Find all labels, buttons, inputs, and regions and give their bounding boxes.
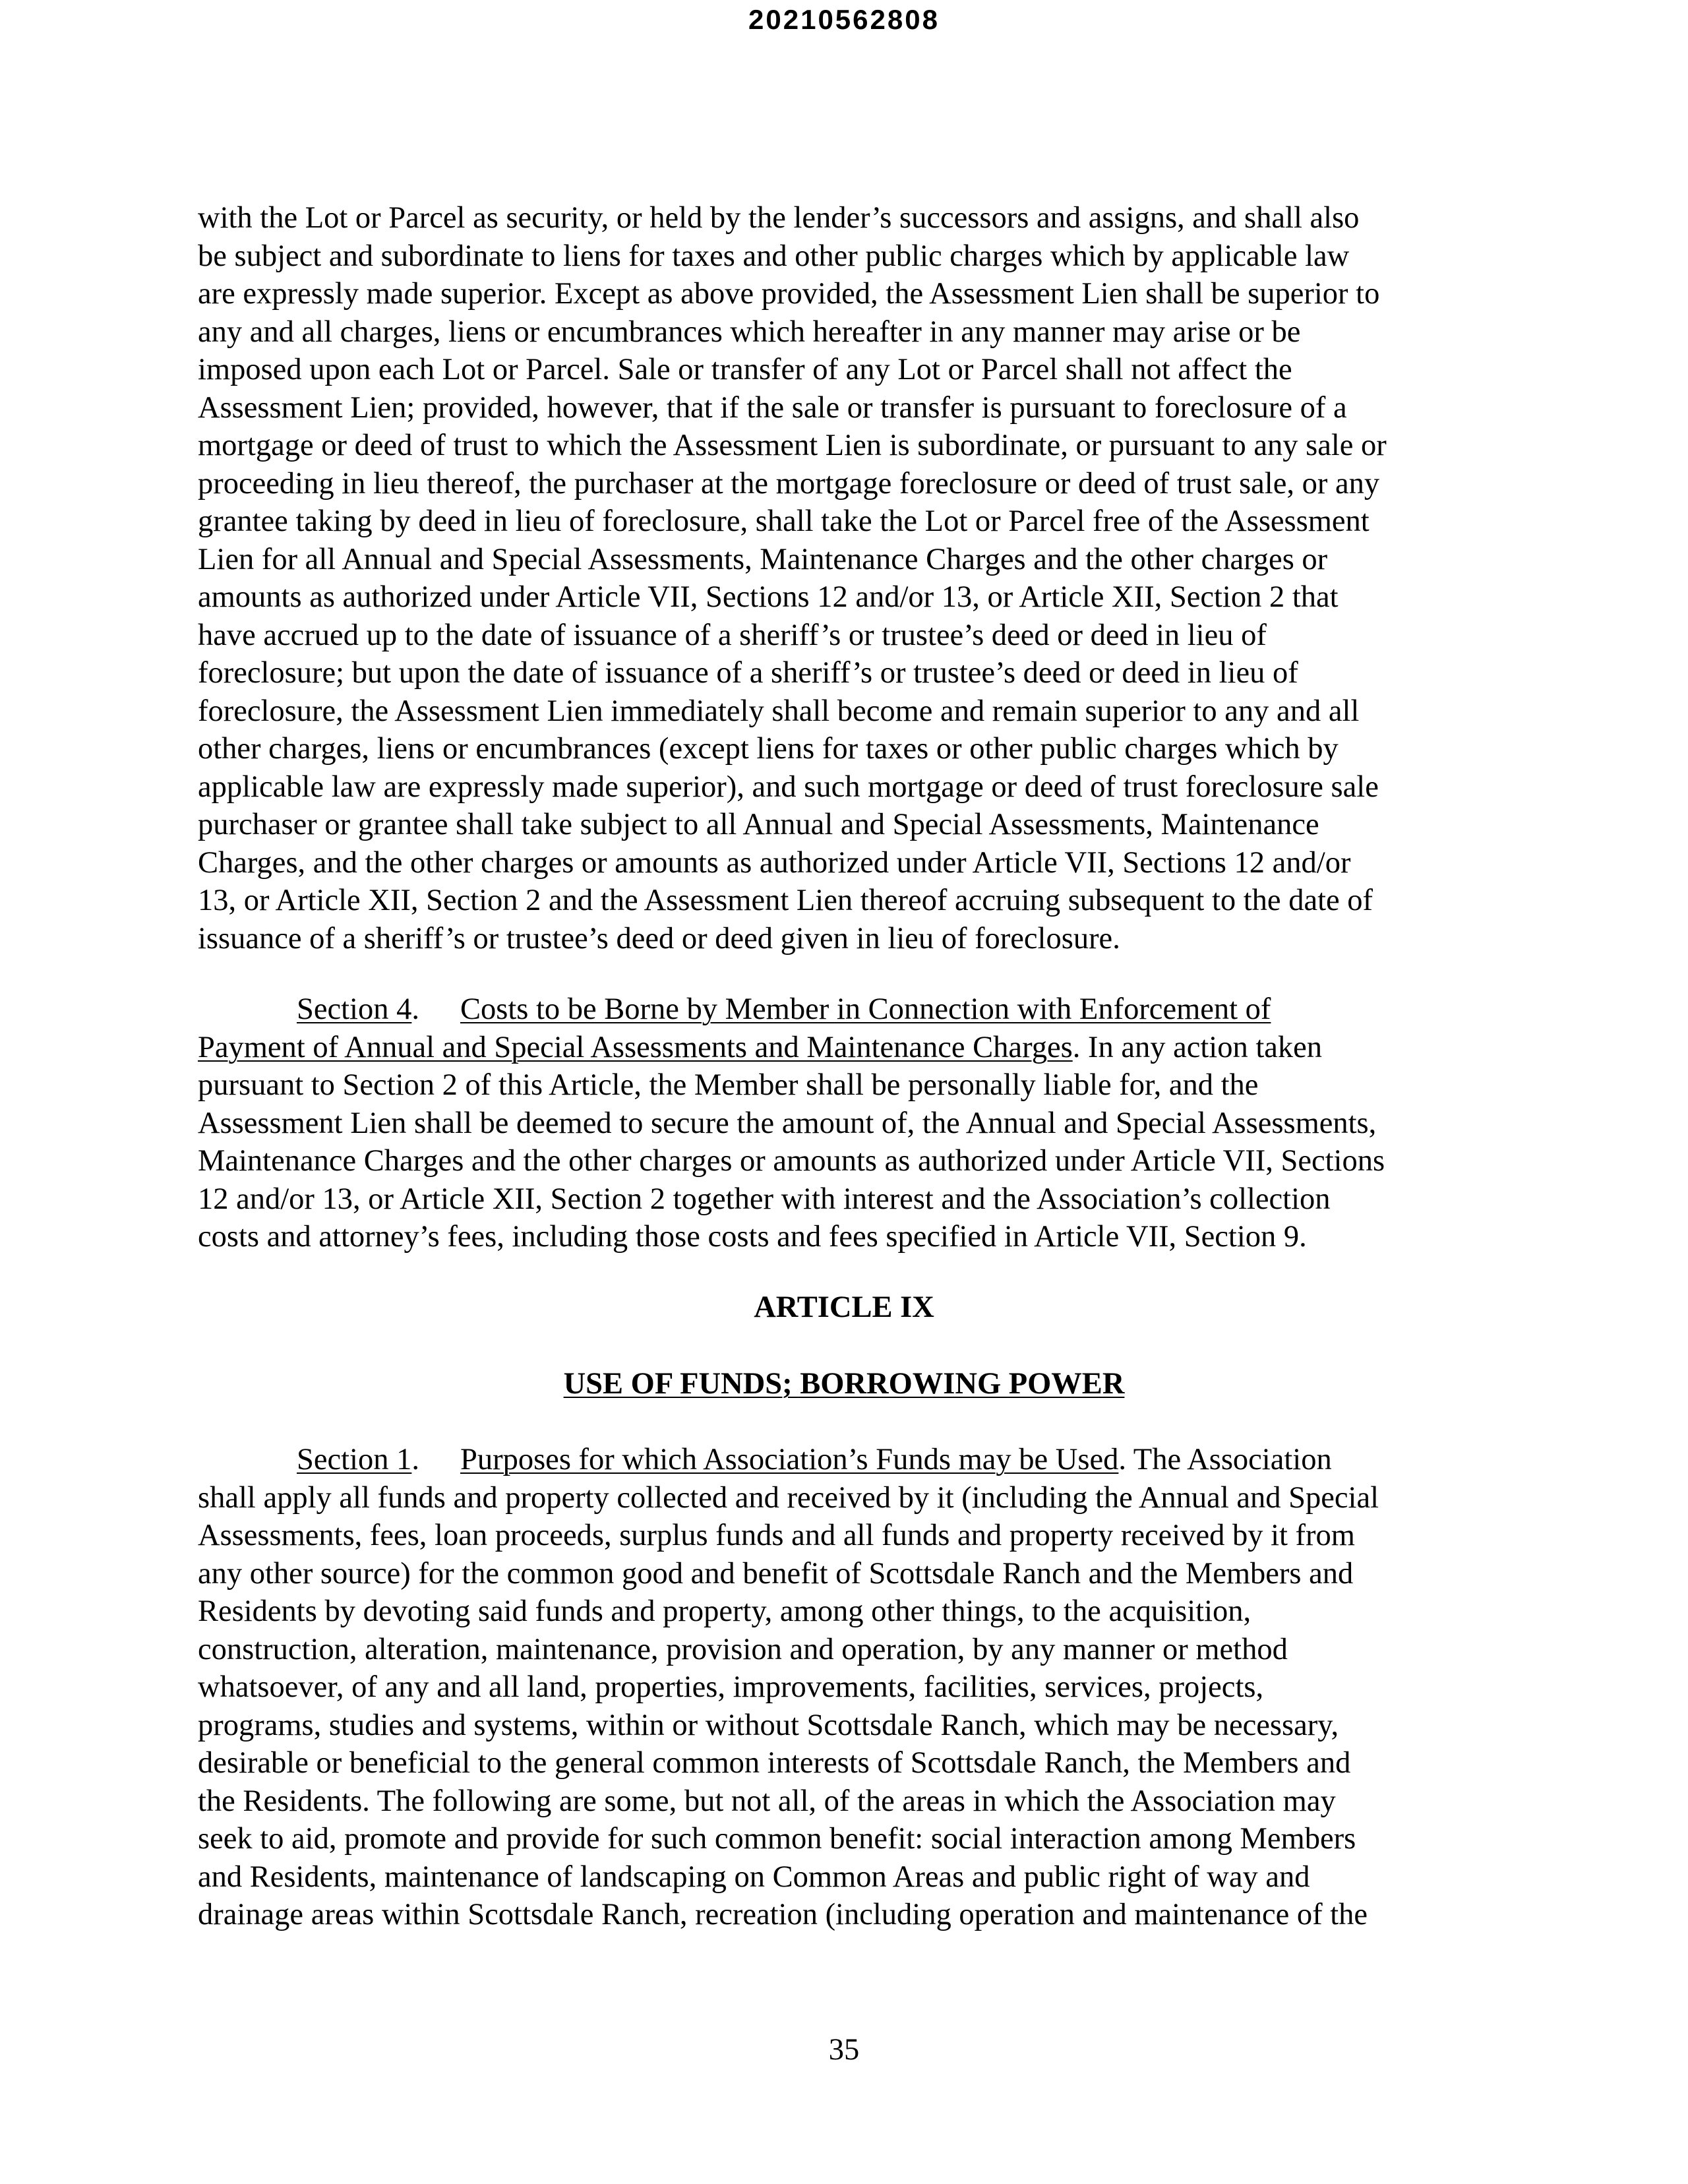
text-line: Assessment Lien; provided, however, that if the sale or transfer is pursuant to foreclosure of a (198, 390, 1347, 425)
section-1-title: Purposes for which Association’s Funds may be Used (460, 1443, 1119, 1476)
text-line: 13, or Article XII, Section 2 and the Assessment Lien thereof accruing subsequent to the date of (198, 884, 1373, 917)
section-4-label-period: . (411, 992, 419, 1026)
article-heading: ARTICLE IX (754, 1290, 934, 1324)
text-line: the Residents. The following are some, but not all, of the areas in which the Association may (198, 1784, 1336, 1818)
page-number: 35 (828, 2033, 860, 2067)
text-line: programs, studies and systems, within or without Scottsdale Ranch, which may be necessary, (198, 1708, 1339, 1742)
text-line: foreclosure, the Assessment Lien immediately shall become and remain superior to any and all (198, 694, 1360, 728)
text-line: applicable law are expressly made superior), and such mortgage or deed of trust foreclosure sale (198, 770, 1379, 804)
text-line: seek to aid, promote and provide for such common benefit: social interaction among Members (198, 1822, 1356, 1856)
text-line: imposed upon each Lot or Parcel. Sale or transfer of any Lot or Parcel shall not affect the (198, 353, 1292, 386)
section-1-label-period: . (411, 1443, 419, 1476)
text-line: any and all charges, liens or encumbrances which hereafter in any manner may arise or be (198, 315, 1301, 349)
text-line: Assessment Lien shall be deemed to secure the amount of, the Annual and Special Assessments, (198, 1106, 1377, 1140)
text-line: with the Lot or Parcel as security, or held by the lender’s successors and assigns, and shall also (198, 201, 1360, 235)
text-line: be subject and subordinate to liens for taxes and other public charges which by applicable law (198, 239, 1350, 273)
text-line: construction, alteration, maintenance, provision and operation, by any manner or method (198, 1632, 1288, 1666)
article-title (0, 1365, 1688, 1403)
article-title-text: USE OF FUNDS; BORROWING POWER (563, 1367, 1125, 1401)
text-line: amounts as authorized under Article VII, Sections 12 and/or 13, or Article XII, Section 2 that (198, 580, 1339, 614)
text-line: Assessments, fees, loan proceeds, surplus funds and all funds and property received by it from (198, 1519, 1355, 1552)
text-line: shall apply all funds and property collected and received by it (including the Annual and Special (198, 1480, 1379, 1515)
text-line: drainage areas within Scottsdale Ranch, recreation (including operation and maintenance of the (198, 1898, 1368, 1931)
text-line: are expressly made superior. Except as above provided, the Assessment Lien shall be superior to (198, 277, 1380, 311)
text-line: and Residents, maintenance of landscaping on Common Areas and public right of way and (198, 1860, 1310, 1894)
text-line: mortgage or deed of trust to which the Assessment Lien is subordinate, or pursuant to any sale or (198, 429, 1387, 462)
text-line: issuance of a sheriff’s or trustee’s deed or deed given in lieu of foreclosure. (198, 921, 1120, 956)
text-line: purchaser or grantee shall take subject to all Annual and Special Assessments, Maintenance (198, 808, 1319, 841)
text-line: Maintenance Charges and the other charges or amounts as authorized under Article VII, Sections (198, 1144, 1385, 1178)
text-line: pursuant to Section 2 of this Article, the Member shall be personally liable for, and the (198, 1068, 1259, 1102)
document-number: 20210562808 (748, 4, 940, 35)
text-line: any other source) for the common good and benefit of Scottsdale Ranch and the Members and (198, 1556, 1354, 1591)
text-line: have accrued up to the date of issuance of a sheriff’s or trustee’s deed or deed in lieu of (198, 618, 1267, 652)
text-line: Lien for all Annual and Special Assessments, Maintenance Charges and the other charges or (198, 542, 1328, 576)
text-line: whatsoever, of any and all land, properties, improvements, facilities, services, projects, (198, 1670, 1264, 1704)
section-4-title-continuation (198, 1029, 1490, 1067)
paragraph-assessment-lien (198, 199, 1490, 957)
text-line: other charges, liens or encumbrances (except liens for taxes or other public charges which by (198, 732, 1339, 766)
text-line: grantee taking by deed in lieu of foreclosure, shall take the Lot or Parcel free of the Assessment (198, 504, 1370, 538)
text-line: 12 and/or 13, or Article XII, Section 2 together with interest and the Association’s collection (198, 1182, 1331, 1216)
section-1-heading-line (198, 1441, 1490, 1479)
text-line: Residents by devoting said funds and property, among other things, to the acquisition, (198, 1594, 1251, 1628)
section-4-title-after: . In any action taken (1072, 1030, 1323, 1064)
section-4-paragraph (198, 990, 1490, 1256)
text-line: foreclosure; but upon the date of issuance of a sheriff’s or trustee’s deed or deed in lieu of (198, 656, 1298, 690)
text-line: costs and attorney’s fees, including those costs and fees specified in Article VII, Section 9. (198, 1220, 1307, 1254)
section-4-title-line-1: Costs to be Borne by Member in Connection with Enforcement of (460, 992, 1271, 1026)
section-4-title-line-2: Payment of Annual and Special Assessments and Maintenance Charges (198, 1030, 1073, 1064)
section-1-label: Section 1 (297, 1443, 412, 1476)
section-1-title-after: . The Association (1118, 1443, 1332, 1476)
text-line: desirable or beneficial to the general common interests of Scottsdale Ranch, the Members and (198, 1746, 1351, 1780)
section-1-paragraph (198, 1441, 1490, 1934)
text-line: Charges, and the other charges or amounts as authorized under Article VII, Sections 12 and/or (198, 845, 1351, 880)
text-line: proceeding in lieu thereof, the purchaser at the mortgage foreclosure or deed of trust sale, or any (198, 466, 1380, 501)
section-4-heading-line (198, 990, 1490, 1029)
section-4-label: Section 4 (297, 992, 412, 1026)
